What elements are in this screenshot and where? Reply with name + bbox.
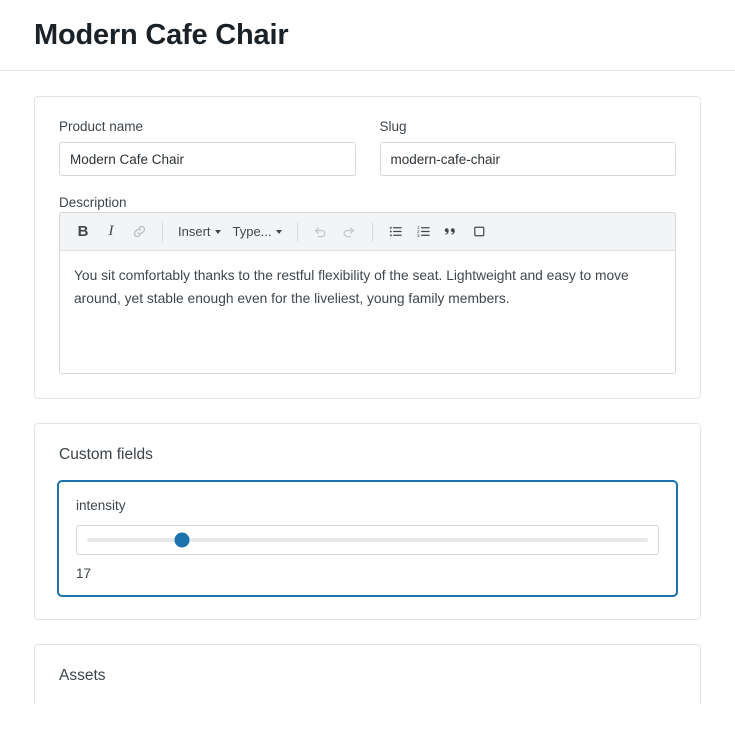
chevron-down-icon: [276, 230, 282, 234]
link-icon[interactable]: [126, 219, 152, 245]
rich-text-editor: [59, 212, 676, 374]
slider-thumb[interactable]: [175, 533, 190, 548]
page-header: [0, 0, 735, 71]
svg-text:2: 2: [416, 229, 420, 234]
chevron-down-icon: [215, 230, 221, 234]
description-field-group: [59, 194, 676, 374]
italic-icon[interactable]: I: [108, 223, 114, 239]
block-icon[interactable]: [467, 219, 493, 245]
slug-field-group: [380, 119, 677, 176]
svg-text:1: 1: [416, 225, 420, 231]
intensity-value: 17: [76, 566, 92, 581]
assets-title: Assets: [59, 667, 106, 684]
custom-fields-title: Custom fields: [59, 446, 153, 463]
product-details-card: [34, 96, 701, 399]
slug-input[interactable]: [380, 142, 677, 176]
custom-fields-card: [34, 423, 701, 620]
numbered-list-icon[interactable]: [411, 219, 437, 245]
undo-icon[interactable]: [308, 219, 334, 245]
bold-icon[interactable]: B: [77, 223, 89, 240]
type-menu-label: Type...: [232, 224, 272, 239]
toolbar-separator-2: [297, 222, 298, 242]
name-slug-row: [59, 119, 676, 176]
description-text[interactable]: You sit comfortably thanks to the restful flexibility of the seat. Lightweight and easy to move around, yet stable enough even for the liveliest, young family members.: [74, 268, 629, 306]
editor-toolbar: [60, 213, 675, 251]
main-content: [0, 71, 735, 704]
product-name-label: Product name: [59, 119, 144, 134]
toolbar-separator-1: [162, 222, 163, 242]
description-label: Description: [59, 195, 127, 210]
slider-track[interactable]: [87, 538, 648, 542]
blockquote-icon[interactable]: [439, 219, 465, 245]
product-details-body: [35, 97, 700, 398]
slug-label: Slug: [379, 119, 407, 134]
product-name-field-group: [59, 119, 356, 176]
type-menu-button[interactable]: [228, 219, 287, 245]
page-title: Modern Cafe Chair: [34, 18, 289, 51]
redo-icon[interactable]: [336, 219, 362, 245]
custom-field-intensity: [57, 480, 678, 597]
insert-menu-label: Insert: [178, 224, 211, 239]
toolbar-separator-3: [372, 222, 373, 242]
svg-text:3: 3: [416, 232, 420, 238]
assets-card: [34, 644, 701, 704]
intensity-slider[interactable]: [76, 525, 659, 555]
bullet-list-icon[interactable]: [383, 219, 409, 245]
insert-menu-button[interactable]: [173, 219, 226, 245]
intensity-label: intensity: [76, 498, 126, 513]
product-name-input[interactable]: [59, 142, 356, 176]
